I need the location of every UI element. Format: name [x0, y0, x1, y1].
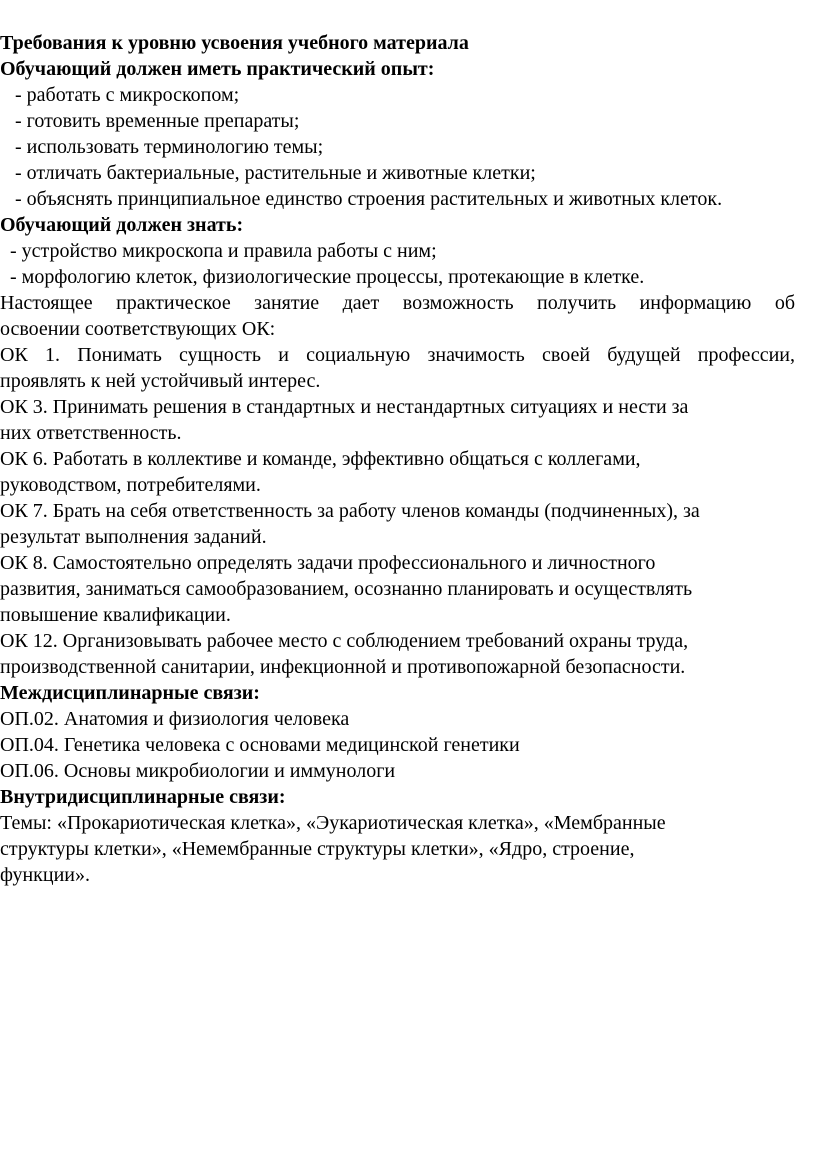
ok-line: проявлять к ней устойчивый интерес. — [0, 370, 321, 392]
intradisciplinary-line: Темы: «Прокариотическая клетка», «Эукариотическая клетка», «Мембранные — [0, 812, 666, 834]
ok-line: них ответственность. — [0, 422, 182, 444]
knowledge-item: - устройство микроскопа и правила работы с ним; — [0, 240, 437, 262]
interdisciplinary-item: ОП.04. Генетика человека с основами медицинской генетики — [0, 734, 520, 756]
ok-line: ОК 12. Организовывать рабочее место с соблюдением требований охраны труда, — [0, 630, 689, 652]
ok-line: результат выполнения заданий. — [0, 526, 267, 548]
interdisciplinary-item: ОП.06. Основы микробиологии и иммунологи — [0, 760, 396, 782]
practical-item: - объяснять принципиальное единство строения растительных и животных клеток. — [0, 188, 723, 210]
intradisciplinary-line: функции». — [0, 864, 90, 886]
ok-line: руководством, потребителями. — [0, 474, 261, 496]
ok-line: ОК 6. Работать в коллективе и команде, эффективно общаться с коллегами, — [0, 448, 641, 470]
document-title: Требования к уровню усвоения учебного материала — [0, 32, 469, 54]
interdisciplinary-heading: Междисциплинарные связи: — [0, 682, 260, 704]
practical-heading: Обучающий должен иметь практический опыт: — [0, 58, 435, 80]
ok-line: ОК 8. Самостоятельно определять задачи профессионального и личностного — [0, 552, 656, 574]
knowledge-item: - морфологию клеток, физиологические процессы, протекающие в клетке. — [0, 266, 645, 288]
ok-line: ОК 3. Принимать решения в стандартных и нестандартных ситуациях и нести за — [0, 396, 689, 418]
ok-line: ОК 7. Брать на себя ответственность за работу членов команды (подчиненных), за — [0, 500, 700, 522]
ok-line: повышение квалификации. — [0, 604, 231, 626]
knowledge-heading: Обучающий должен знать: — [0, 214, 244, 236]
ok-line: производственной санитарии, инфекционной и противопожарной безопасности. — [0, 656, 686, 678]
practical-item: - использовать терминологию темы; — [0, 136, 324, 158]
intro-line: Настоящее практическое занятие дает возможность получить информацию об — [0, 292, 795, 314]
practical-item: - готовить временные препараты; — [0, 110, 300, 132]
ok-line: ОК 1. Понимать сущность и социальную значимость своей будущей профессии, — [0, 344, 795, 366]
intradisciplinary-heading: Внутридисциплинарные связи: — [0, 786, 286, 808]
interdisciplinary-item: ОП.02. Анатомия и физиология человека — [0, 708, 350, 730]
practical-item: - отличать бактериальные, растительные и животные клетки; — [0, 162, 536, 184]
ok-line: развития, заниматься самообразованием, осознанно планировать и осуществлять — [0, 578, 693, 600]
intradisciplinary-line: структуры клетки», «Немембранные структуры клетки», «Ядро, строение, — [0, 838, 635, 860]
practical-item: - работать с микроскопом; — [0, 84, 240, 106]
intro-line: освоении соответствующих ОК: — [0, 318, 276, 340]
